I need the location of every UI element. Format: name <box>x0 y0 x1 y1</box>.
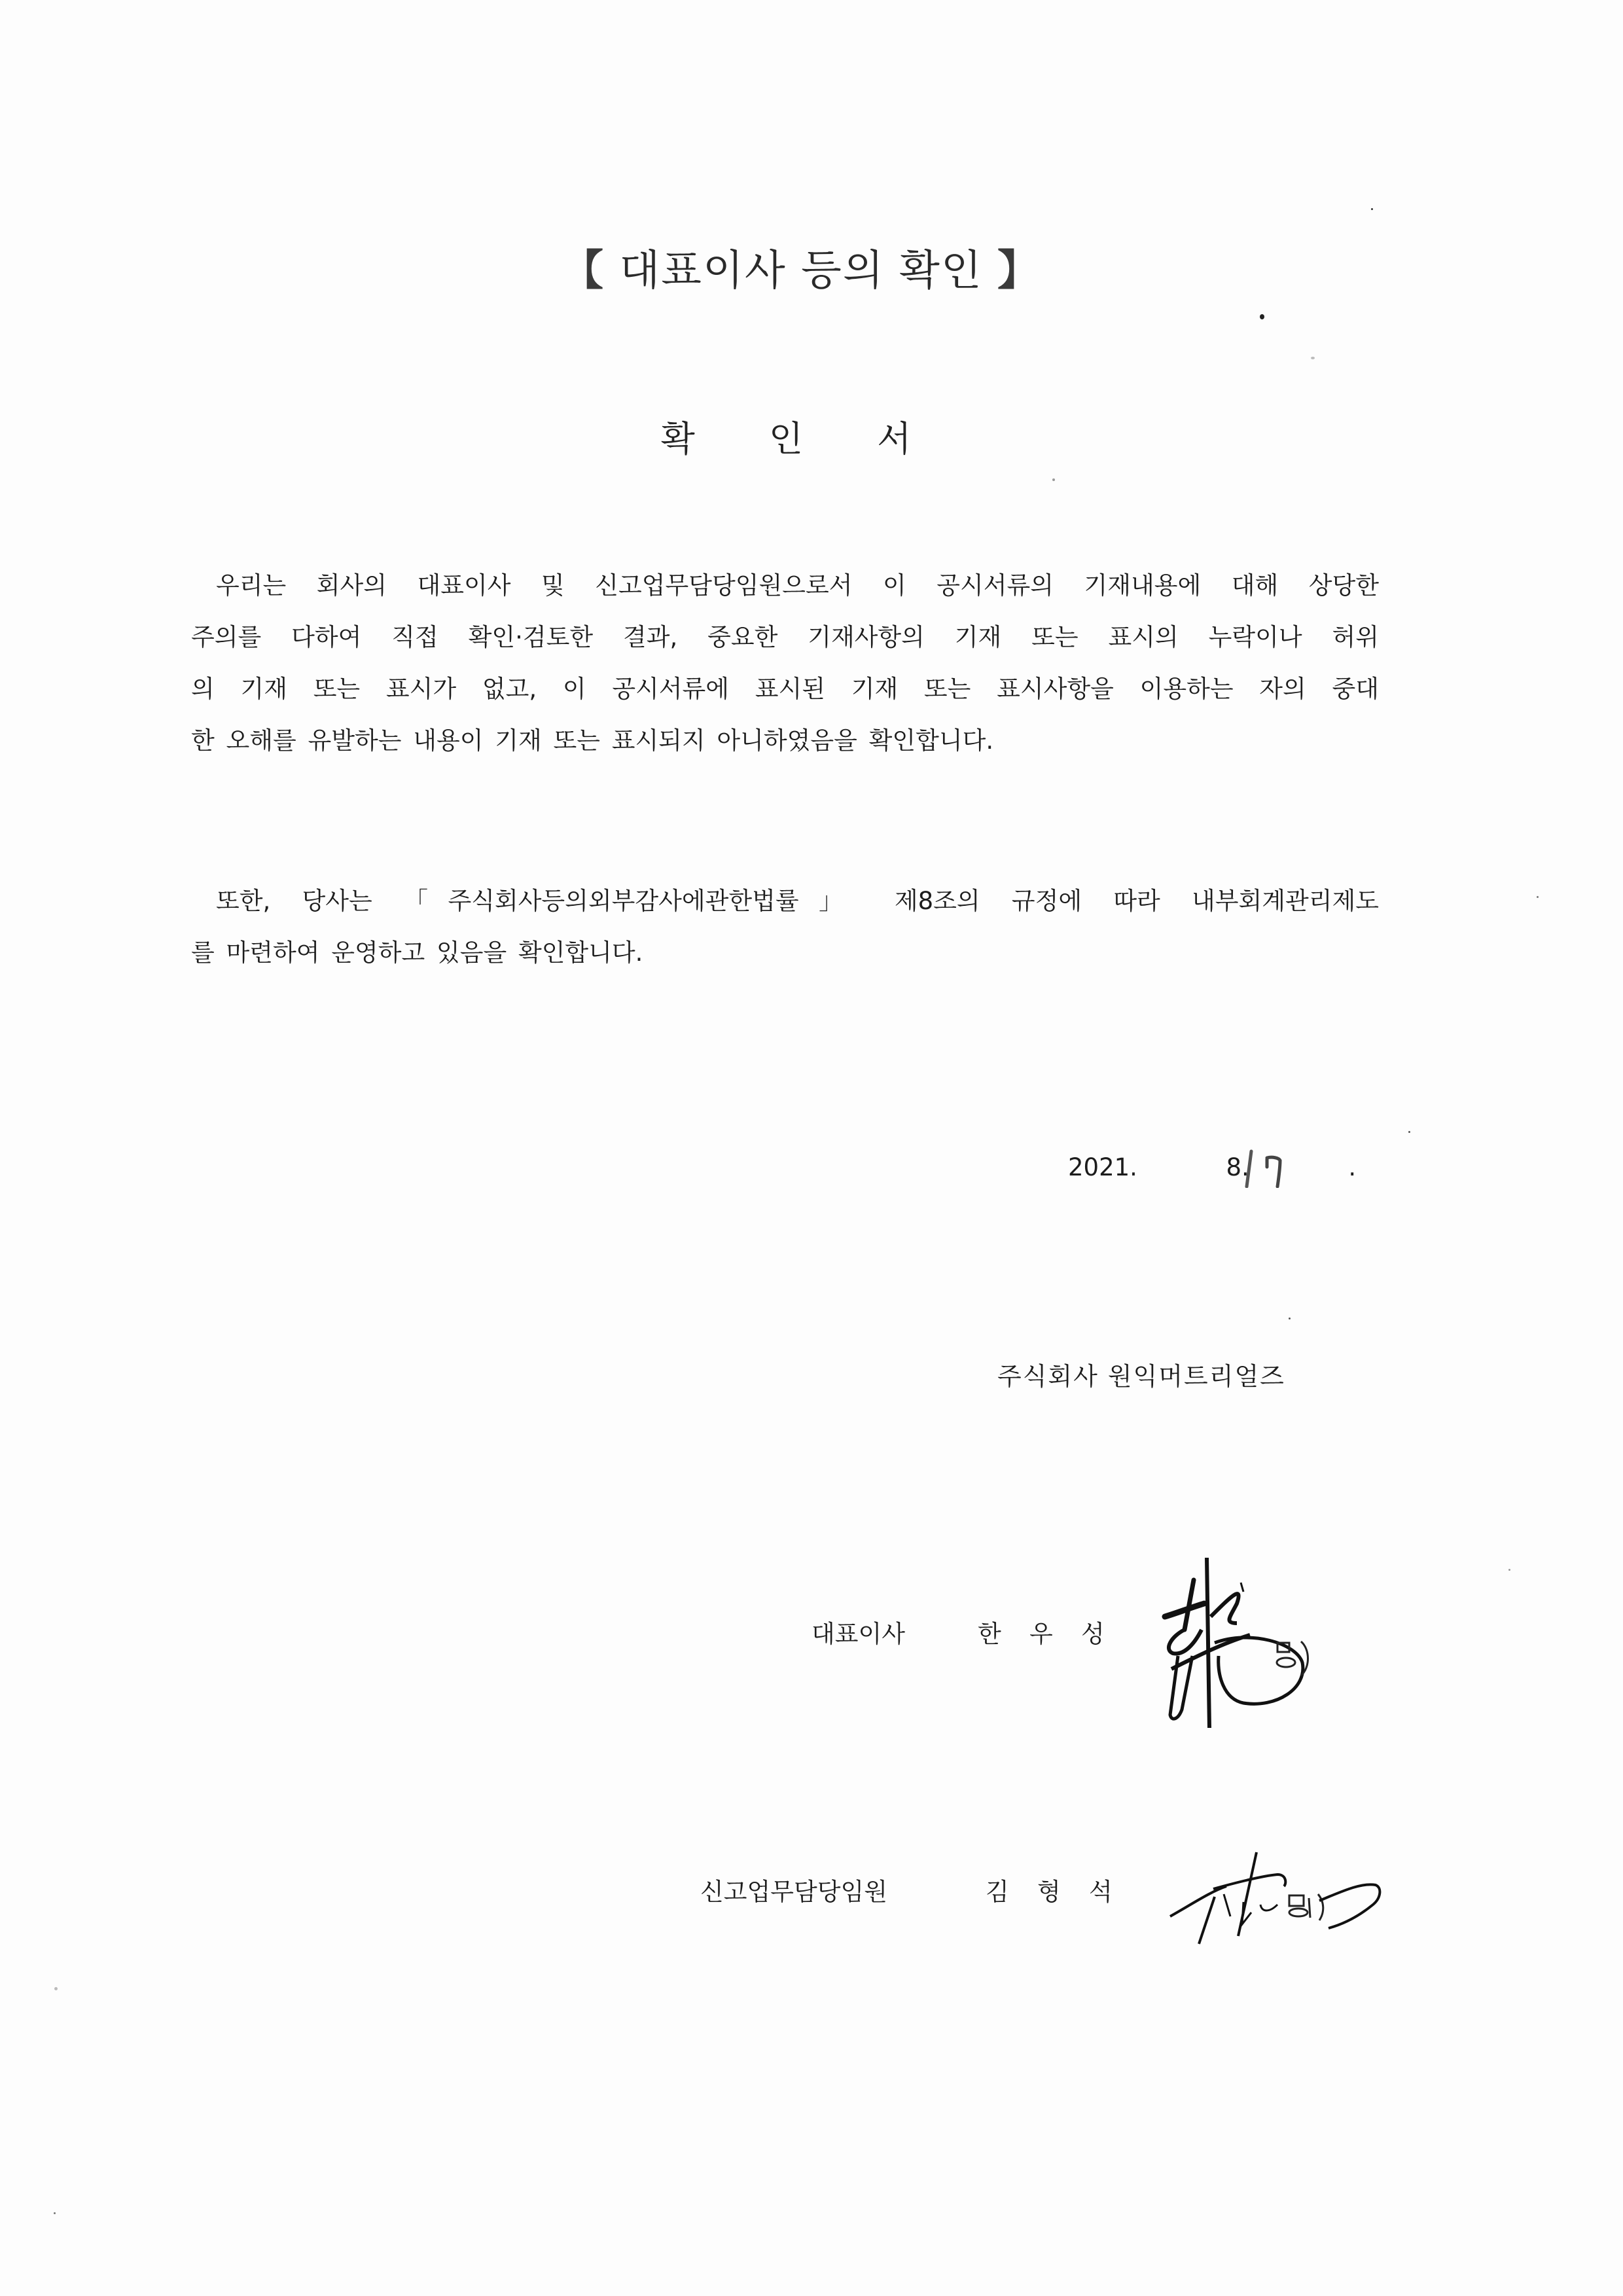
disclosure-officer-name: 김 형 석 <box>986 1878 1113 1906</box>
scan-speck <box>1289 1318 1291 1319</box>
disclosure-officer-signatory <box>700 1872 887 1907</box>
ceo-signatory <box>812 1614 905 1649</box>
ceo-signature <box>1158 1558 1329 1728</box>
ceo-name: 한 우 성 <box>978 1620 1105 1648</box>
handwritten-day <box>1238 1149 1291 1188</box>
internal-control-paragraph <box>191 875 1379 978</box>
scan-speck <box>1260 314 1264 319</box>
scan-speck <box>1311 357 1315 359</box>
heading-close-bracket: 】 <box>997 246 1041 295</box>
date-year: 2021. <box>1068 1153 1137 1181</box>
date-month: 8. <box>1226 1153 1249 1181</box>
company-name: 주식회사 원익머트리얼즈 <box>997 1362 1285 1391</box>
paragraph-line: 의 기재 또는 표시가 없고, 이 공시서류에 표시된 기재 또는 표시사항을 이용하는 자의 중대 <box>191 675 1379 703</box>
paragraph-line: 를 마련하여 운영하고 있음을 확인합니다. <box>191 939 643 967</box>
scan-speck <box>1537 896 1539 898</box>
disclosure-officer-signature <box>1165 1839 1387 1950</box>
paragraph-line: 또한, 당사는 「주식회사등의외부감사에관한법률」 제8조의 규정에 따라 내부회계관리제도 <box>216 887 1379 915</box>
date-trailing-dot: . <box>1348 1153 1357 1181</box>
confirmation-paragraph <box>191 560 1379 766</box>
signatory-role: 대표이사 <box>812 1620 905 1648</box>
paragraph-line: 우리는 회사의 대표이사 및 신고업무담당임원으로서 이 공시서류의 기재내용에 대해 상당한 <box>216 571 1379 600</box>
document-subtitle: 확 인 서 <box>660 418 943 459</box>
document-date <box>1068 1153 1356 1181</box>
scan-speck <box>1508 1569 1510 1571</box>
scan-speck <box>54 2212 56 2214</box>
heading-text: 대표이사 등의 확인 <box>619 247 983 295</box>
heading-open-bracket: 【 <box>562 246 605 295</box>
signatory-role: 신고업무담당임원 <box>700 1878 887 1906</box>
scan-speck <box>54 1987 58 1990</box>
scan-speck <box>1371 208 1373 210</box>
document-heading <box>0 237 1602 297</box>
paragraph-line: 한 오해를 유발하는 내용이 기재 또는 표시되지 아니하였음을 확인합니다. <box>191 726 994 755</box>
paragraph-line: 주의를 다하여 직접 확인·검토한 결과, 중요한 기재사항의 기재 또는 표시의 누락이나 허위 <box>191 623 1379 651</box>
scan-speck <box>1052 478 1055 481</box>
scan-speck <box>1408 1131 1410 1133</box>
